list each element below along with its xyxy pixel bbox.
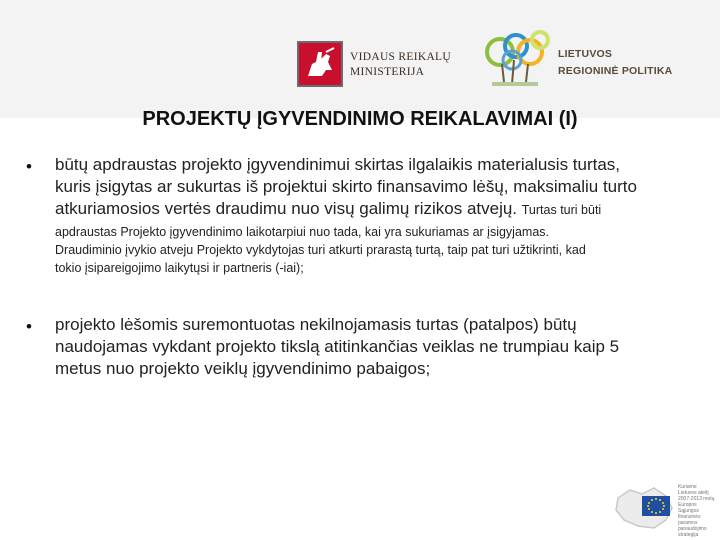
bullet-1-line-3-main: atkuriamosios vertės draudimu nuo visų galimų rizikos atvejų. — [55, 199, 518, 218]
bullet-1-small-block — [55, 223, 637, 277]
footer-line: Kuriame — [678, 484, 697, 490]
bullet-1-small-line-2: Draudiminio įvykio atveju Projekto vykdytojas turi atkurti prarastą turtą, taip pat turi užtikrinti, kad — [55, 243, 586, 257]
bullet-1-inline-small: Turtas turi būti — [521, 203, 602, 217]
bullet-2-line-1: projekto lėšomis suremontuotas nekilnojamasis turtas (patalpos) būtų — [55, 315, 577, 334]
bullet-symbol: • — [26, 317, 32, 336]
footer-line: Lietuvos ateitį — [678, 490, 709, 496]
footer-logo — [614, 484, 720, 538]
footer-logo-text — [678, 484, 718, 538]
ministry-logo — [296, 40, 471, 92]
bullet-1-text — [55, 154, 637, 277]
footer-line: strategija — [678, 532, 699, 538]
ministry-line2: MINISTERIJA — [350, 66, 425, 78]
eu-flag-lithuania-map-icon — [614, 484, 676, 532]
regional-line2: REGIONINĖ POLITIKA — [558, 65, 673, 77]
bullet-1-line-2: kuris įsigytas ar sukurtas iš projektui skirto finansavimo lėšų, maksimaliu turto — [55, 177, 637, 196]
header-band — [0, 0, 720, 118]
footer-line: Europos Sąjungos — [678, 502, 699, 514]
bullet-1-line-1: būtų apdraustas projekto įgyvendinimui skirtas ilgalaikis materialusis turtas, — [55, 155, 621, 174]
tree-circles-icon — [482, 30, 556, 90]
footer-line: panaudojimo — [678, 526, 707, 532]
bullet-1-line-3 — [55, 198, 637, 221]
regional-line1: LIETUVOS — [558, 48, 613, 60]
bullet-1-small-line-3: tokio įsipareigojimo laikytųsi ir partneris (-iai); — [55, 261, 304, 275]
bullet-symbol: • — [26, 157, 32, 176]
slide-title: PROJEKTŲ ĮGYVENDINIMO REIKALAVIMAI (I) — [142, 108, 578, 130]
bullet-2-line-3: metus nuo projekto veiklų įgyvendinimo pabaigos; — [55, 359, 431, 378]
lithuanian-knight-crest-icon — [296, 40, 344, 88]
footer-line: 2007-2013 metų — [678, 496, 715, 502]
bullet-2-text — [55, 314, 619, 380]
bullet-2-line-2: naudojamas vykdant projekto tikslą atitinkančias veiklas ne trumpiau kaip 5 — [55, 337, 620, 356]
footer-line: finansinės paramos — [678, 514, 701, 526]
bullet-1-small-line-1: apdraustas Projekto įgyvendinimo laikotarpiui nuo tada, kai yra sukuriamas ar įsigyjamas. — [55, 225, 549, 239]
regional-policy-logo — [482, 30, 682, 90]
regional-logo-text — [558, 46, 672, 80]
ministry-line1: VIDAUS REIKALŲ — [350, 51, 451, 63]
ministry-logo-text — [350, 50, 451, 80]
